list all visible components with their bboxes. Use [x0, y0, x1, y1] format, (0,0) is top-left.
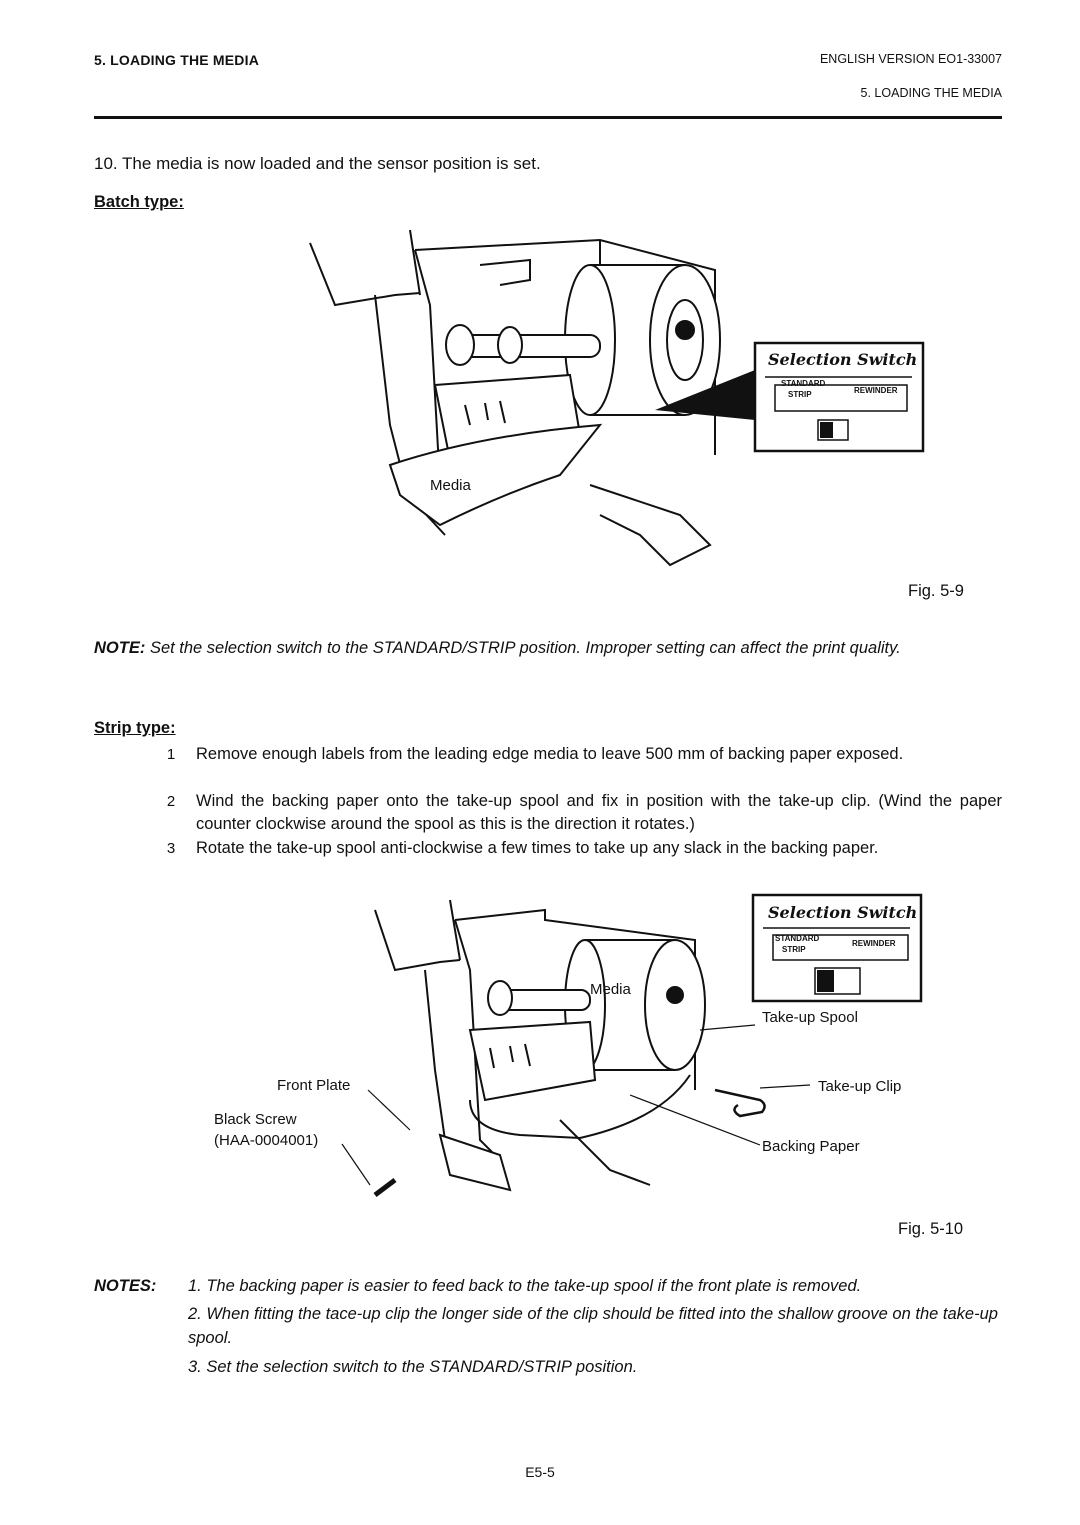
- batch-switch-strip: STRIP: [788, 390, 812, 399]
- note-text: Set the selection switch to the STANDARD/STRIP position. Improper setting can affect the print quality.: [149, 639, 901, 657]
- backing-paper-label: Backing Paper: [762, 1138, 860, 1155]
- section-title: 5. LOADING THE MEDIA: [94, 52, 260, 68]
- front-plate-label: Front Plate: [277, 1077, 351, 1094]
- batch-switch-rewinder: REWINDER: [854, 386, 898, 395]
- note-block: [94, 636, 1006, 660]
- figure-5-10-illustration: [200, 890, 940, 1210]
- strip-switch-title: Selection Switch: [768, 903, 918, 922]
- figure-5-9-caption: Fig. 5-9: [908, 582, 964, 600]
- notes-item-1: 1. The backing paper is easier to feed back to the take-up spool if the front plate is removed.: [188, 1277, 862, 1295]
- notes-item-2: 2. When fitting the tace-up clip the longer side of the clip should be fitted into the shallow groove on the take-up spool.: [188, 1305, 998, 1347]
- page-number: E5-5: [525, 1464, 555, 1480]
- strip-step-2-text: Wind the backing paper onto the take-up spool and fix in position with the take-up clip. (Wind the paper counter clockwise around the spool as this is the direction it rotates.): [196, 792, 1002, 833]
- step-10-text: 10. The media is now loaded and the sensor position is set.: [94, 154, 541, 173]
- step-number-3: 3: [166, 840, 176, 857]
- version-label: ENGLISH VERSION EO1-33007: [819, 52, 1002, 66]
- takeup-spool-label: Take-up Spool: [762, 1009, 858, 1026]
- step-number-1: 1: [166, 746, 176, 763]
- figure-5-10-caption: Fig. 5-10: [898, 1220, 964, 1238]
- strip-switch-standard: STANDARD: [775, 934, 820, 943]
- strip-step-1: [160, 743, 1002, 766]
- strip-switch-rewinder: REWINDER: [852, 939, 896, 948]
- strip-step-3: [160, 837, 1002, 860]
- step-number-2: 2: [166, 793, 176, 810]
- note-label: NOTE:: [94, 639, 146, 657]
- strip-media-label: Media: [590, 981, 631, 998]
- batch-switch-standard: STANDARD: [781, 379, 826, 388]
- strip-step-3-text: Rotate the take-up spool anti-clockwise a few times to take up any slack in the backing paper.: [196, 839, 879, 857]
- takeup-clip-label: Take-up Clip: [818, 1078, 902, 1095]
- figure-5-9-illustration: [300, 225, 940, 595]
- header-rule: [94, 116, 1002, 119]
- strip-step-2: [160, 790, 1002, 836]
- strip-switch-strip: STRIP: [782, 945, 806, 954]
- notes-item-3: 3. Set the selection switch to the STANDARD/STRIP position.: [188, 1358, 638, 1376]
- strip-type-heading: Strip type:: [94, 719, 176, 737]
- subsection-label: 5. LOADING THE MEDIA: [860, 86, 1002, 100]
- notes-label: NOTES:: [94, 1277, 157, 1295]
- batch-media-label: Media: [430, 477, 471, 494]
- batch-switch-title: Selection Switch: [768, 350, 918, 369]
- batch-type-heading: Batch type:: [94, 193, 184, 211]
- strip-step-1-text: Remove enough labels from the leading edge media to leave 500 mm of backing paper exposed.: [196, 745, 904, 763]
- black-screw-label: Black Screw: [214, 1111, 297, 1128]
- screw-part-number: (HAA-0004001): [214, 1132, 319, 1149]
